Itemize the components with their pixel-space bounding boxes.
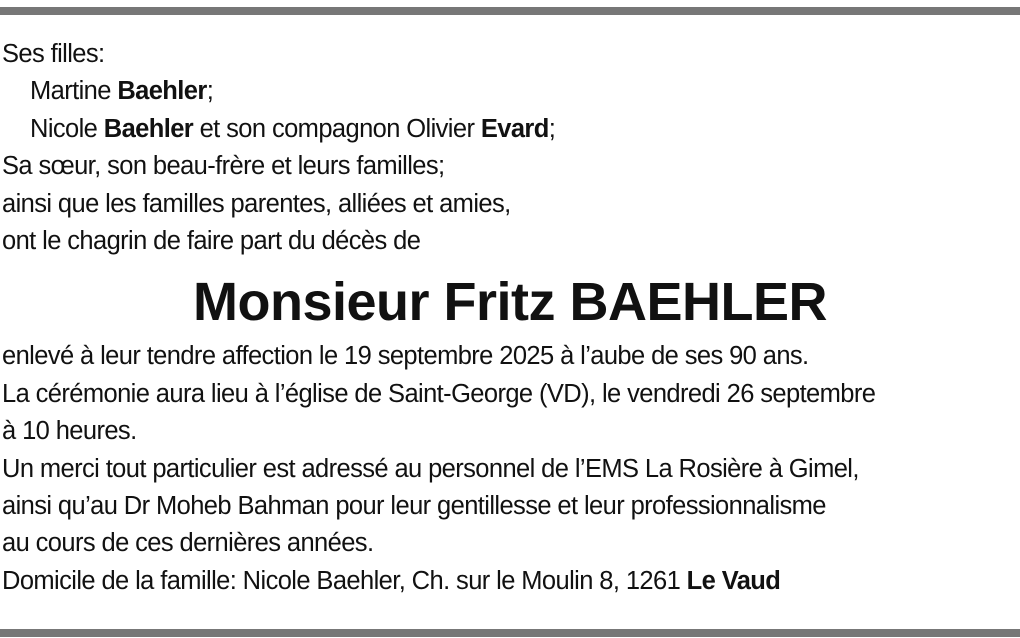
bottom-border-rule — [0, 629, 1020, 637]
top-border-rule — [0, 7, 1020, 15]
intro-line-martine: Martine Baehler; — [30, 77, 214, 106]
body-line-passing: enlevé à leur tendre affection le 19 septembre 2025 à l’aube de ses 90 ans. — [2, 342, 809, 371]
intro-line-announcement: ont le chagrin de faire part du décès de — [2, 226, 421, 255]
intro-line-daughters: Ses filles: — [2, 40, 105, 68]
body-line-thanks-doctor: ainsi qu’au Dr Moheb Bahman pour leur gentillesse et leur professionnalisme — [2, 491, 826, 520]
body-line-family-address: Domicile de la famille: Nicole Baehler, Ch. sur le Moulin 8, 1261 Le Vaud — [2, 566, 781, 595]
obituary-notice — [2, 36, 1018, 600]
body-line-thanks: Un merci tout particulier est adressé au personnel de l’EMS La Rosière à Gimel, — [2, 454, 859, 483]
body-line-thanks-years: au cours de ces dernières années. — [2, 529, 374, 558]
intro-line-sister: Sa sœur, son beau-frère et leurs familles; — [2, 152, 445, 181]
intro-line-families: ainsi que les familles parentes, alliées et amies, — [2, 189, 511, 218]
body-line-ceremony-time: à 10 heures. — [2, 417, 137, 446]
intro-line-nicole: Nicole Baehler et son compagnon Olivier Evard; — [30, 114, 556, 143]
deceased-name-heading: Monsieur Fritz BAEHLER — [192, 272, 828, 333]
body-line-ceremony: La cérémonie aura lieu à l’église de Saint-George (VD), le vendredi 26 septembre — [2, 379, 876, 408]
